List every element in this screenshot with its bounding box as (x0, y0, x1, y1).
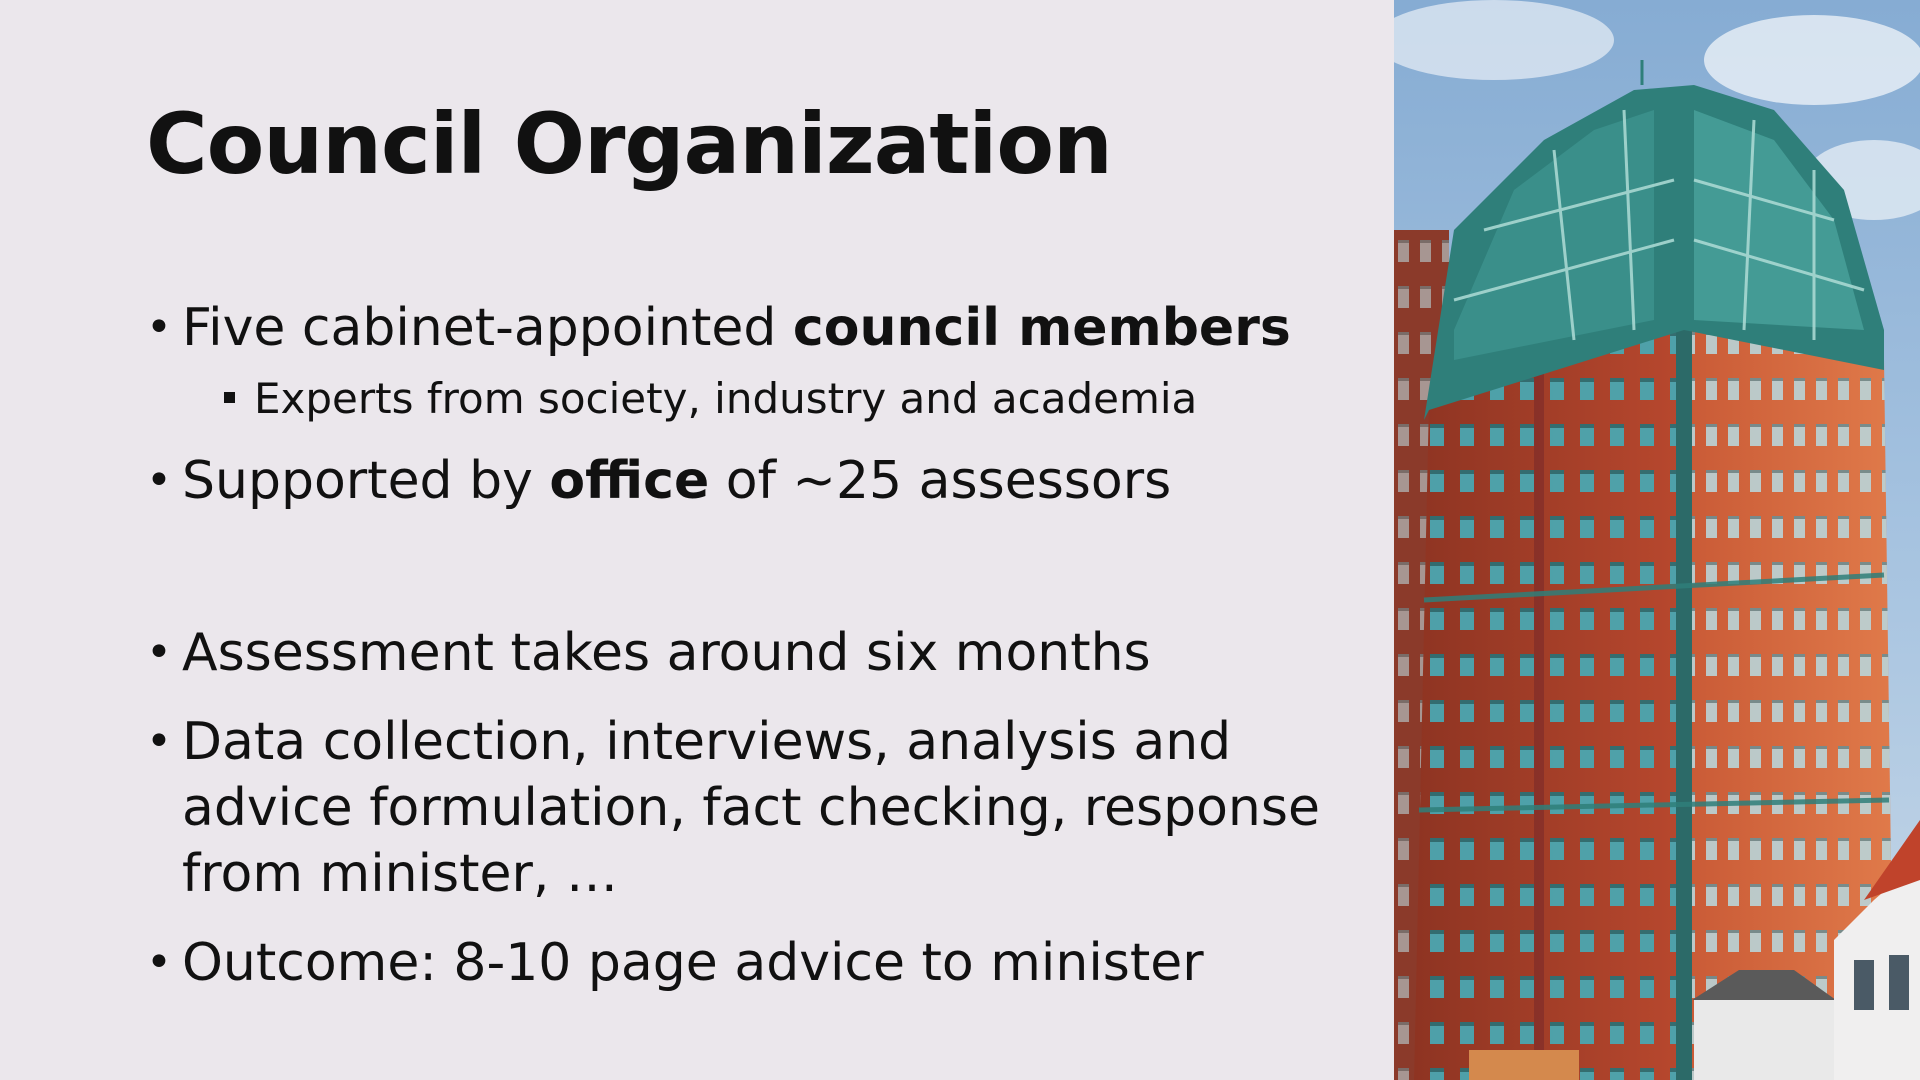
bullet-2 (146, 448, 1346, 514)
bullet-dot: • (146, 302, 172, 353)
bullet-1-bold: council members (792, 298, 1291, 358)
square-bullet-icon (224, 392, 235, 403)
bullet-2-bold: office (549, 451, 710, 511)
bullet-dot: • (146, 627, 172, 678)
bullet-5 (146, 930, 1346, 996)
bullet-dot: • (146, 937, 172, 988)
bullet-5-text: Outcome: 8-10 page advice to minister (182, 933, 1204, 993)
bullet-2-post: of ~25 assessors (709, 451, 1172, 511)
bullet-3 (146, 620, 1346, 686)
building-illustration (1394, 0, 1920, 1080)
slide-title: Council Organization (146, 95, 1112, 193)
bullet-1-text: Five cabinet-appointed (182, 298, 793, 358)
bullet-4-line-3: from minister, … (182, 844, 618, 904)
bullet-dot: • (146, 716, 172, 767)
bullet-2-pre: Supported by (182, 451, 550, 511)
bullet-4 (146, 709, 1346, 907)
bullet-3-text: Assessment takes around six months (182, 623, 1151, 683)
bullet-4-line-1: Data collection, interviews, analysis and (182, 712, 1232, 772)
building-photo (1394, 0, 1920, 1080)
bullet-dot: • (146, 455, 172, 506)
sub-bullet-1-text: Experts from society, industry and academia (254, 374, 1198, 423)
bullet-4-line-2: advice formulation, fact checking, response (182, 778, 1320, 838)
sub-bullet-1 (222, 372, 1342, 426)
bullet-1 (146, 295, 1346, 361)
